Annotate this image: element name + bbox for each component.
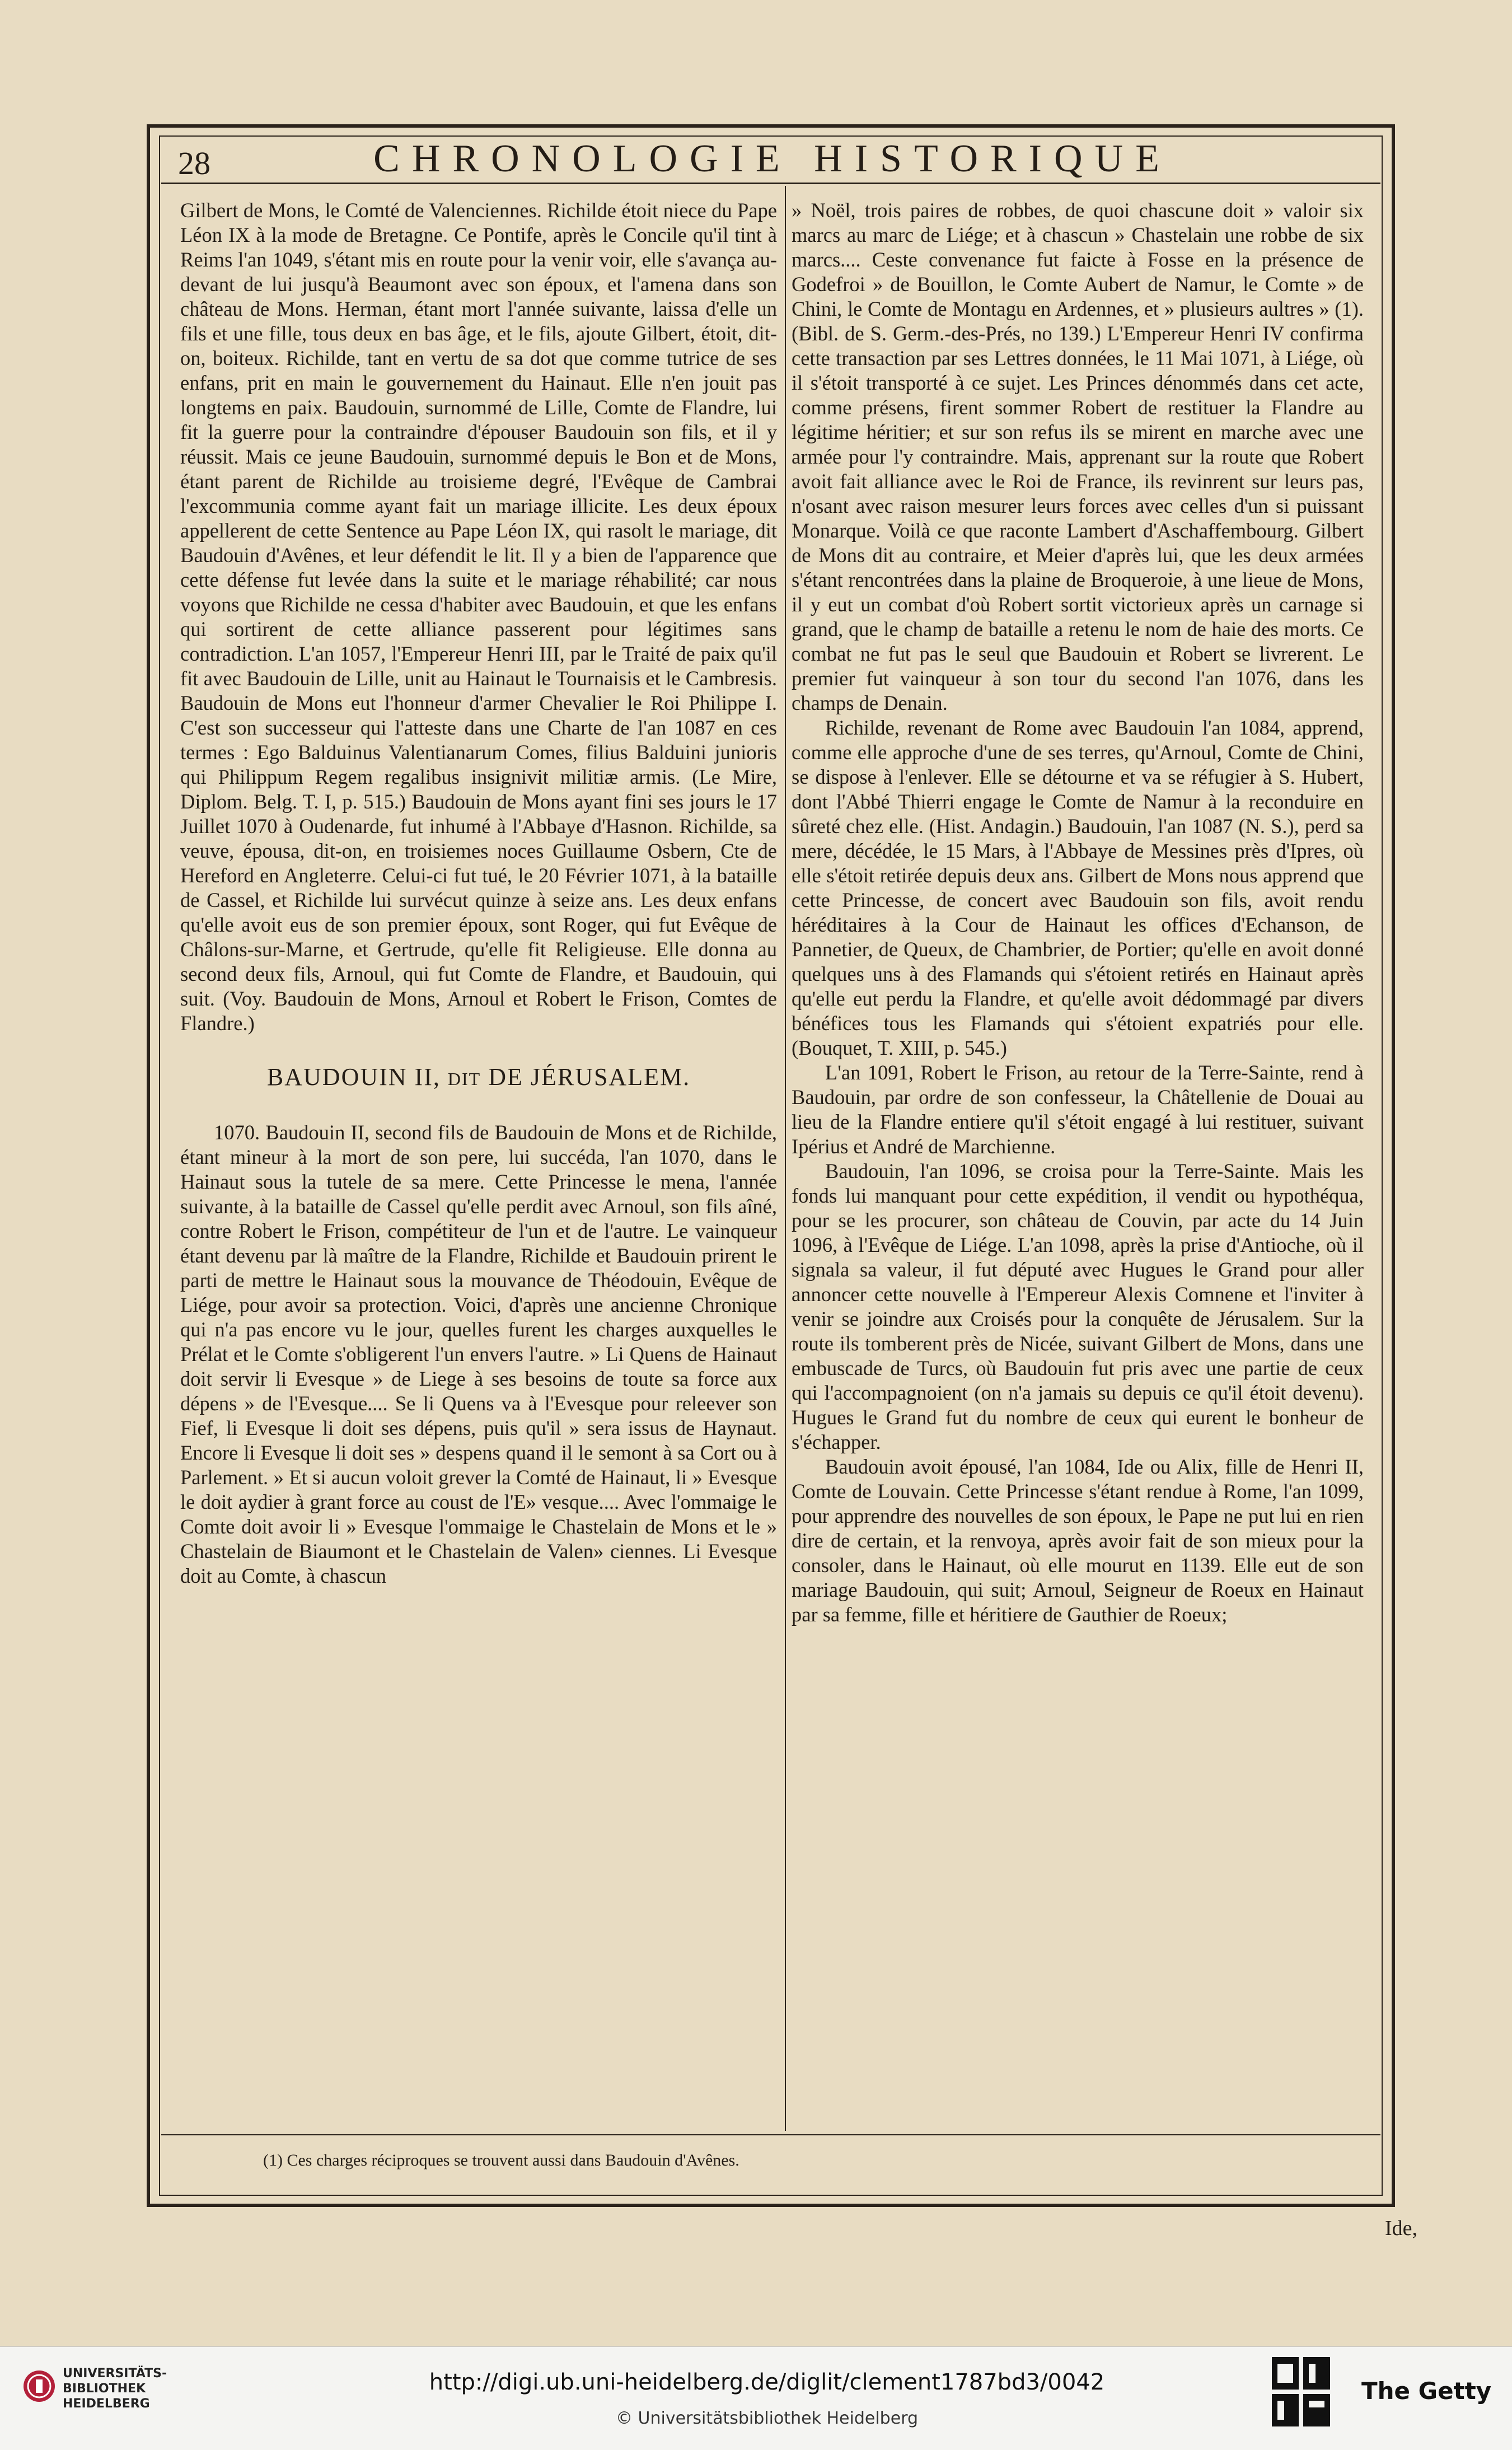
heading-dit: DIT <box>447 1069 481 1089</box>
right-paragraph-2: Richilde, revenant de Rome avec Baudouin l'an 1084, apprend, comme elle approche d'une de ses terres, qu'Arnoul, Comte de Chini, se dispose à l'enlever. Elle se détourne et va se réfugier à S. Hubert, dont l'Abbé Thierri engage le Comte de Namur à la reconduire en sûreté chez elle. (Hist. Andagin.) Baudouin, l'an 1087 (N. S.), perd sa mere, décédée, le 15 Mars, à l'Abbaye de Messines près d'Ipres, où elle s'étoit retirée depuis deux ans. Gilbert de Mons nous apprend que cette Princesse, de concert avec Baudouin son fils, avoit rendu héréditaires à la Cour de Hainaut les offices d'Echanson, de Pannetier, de Queux, de Chambrier, de Portier; qu'elle en avoit donné quelques uns à des Flamands qui s'étoient retirés en Hainaut après qu'elle eut perdu la Flandre, et qu'elle avoit dédommagé par divers bénéfices tous les Flamands qui s'étoient expatriés pour elle. (Bouquet, T. XIII, p. 545.) <box>792 716 1364 1059</box>
copyright-notice: © Universitätsbibliothek Heidelberg <box>615 2409 918 2428</box>
heidelberg-seal-icon[interactable] <box>22 2369 56 2403</box>
page-number: 28 <box>178 145 210 181</box>
right-paragraph-5: Baudouin avoit épousé, l'an 1084, Ide ou Alix, fille de Henri II, Comte de Louvain. Cette Princesse s'étant rendue à Rome, l'an 1099, pour apprendre des nouvelles de son époux, le Pape ne put lui en rien dire de certain, et la renvoya, après avoir fait de son mieux pour la consoler, dans le Hainaut, où elle mourut en 1139. Elle eut de son mariage Baudouin, qui suit; Arnoul, Seigneur de Roeux en Hainaut par sa femme, fille et héritiere de Gauthier de Roeux; <box>792 1455 1364 1626</box>
institution-line-3: HEIDELBERG <box>63 2397 150 2411</box>
footnote-rule <box>161 2134 1380 2135</box>
right-paragraph-1: » Noël, trois paires de robbes, de quoi chascune doit » valoir six marcs au marc de Liége; et à chascun » Chastelain une robbe de six marcs.... Ceste convenance fut faicte à Fosse en la présence de Godefroi » de Bouillon, le Comte Aubert de Namur, le Comte » de Chini, le Comte de Montagu en Ardennes, et » plusieurs aultres » (1). (Bibl. de S. Germ.-des-Prés, no 139.) L'Empereur Henri IV confirma cette transaction par ses Lettres données, le 11 Mai 1071, à Liége, où il s'étoit transporté à ce sujet. Les Princes dénommés dans cet acte, comme présens, firent sommer Robert de restituer la Flandre au légitime héritier; et sur son refus ils se mirent en marche avec une armée pour l'y contraindre. Mais, apprenant sur la route que Robert avoit fait alliance avec le Roi de France, ils revinrent sur leurs pas, n'osant avec raison mesurer leurs forces avec celles d'un si puissant Monarque. Voilà ce que raconte Lambert d'Aschaffembourg. Gilbert de Mons dit au contraire, et Meier d'après lui, que les deux armées s'étant rencontrées dans la plaine de Broqueroie, à une lieue de Mons, il y eut un combat d'où Robert sortit victorieux après un carnage si grand, que le champ de bataille a retenu le nom de haie des morts. Ce combat ne fut pas le seul que Baudouin et Robert se livrerent. Le premier fut vainqueur à son tour du second l'an 1076, dans les champs de Denain. <box>792 199 1364 714</box>
header-rule <box>161 183 1380 184</box>
getty-logo-icon[interactable] <box>1270 2355 1332 2429</box>
permalink-url[interactable]: http://digi.ub.uni-heidelberg.de/diglit/clement1787bd3/0042 <box>429 2369 1105 2395</box>
column-divider <box>785 186 786 2131</box>
section-heading <box>180 1065 777 1091</box>
catchword: Ide, <box>1385 2217 1418 2240</box>
institution-line-2: BIBLIOTHEK <box>63 2382 146 2396</box>
running-title: CHRONOLOGIE HISTORIQUE <box>373 137 1172 180</box>
partner-name: The Getty <box>1361 2377 1492 2405</box>
institution-name <box>63 2366 167 2411</box>
heading-rest: DE JÉRUSALEM. <box>488 1063 691 1091</box>
right-paragraph-4: Baudouin, l'an 1096, se croisa pour la Terre-Sainte. Mais les fonds lui manquant pour cette expédition, il vendit ou hypothéqua, pour se les procurer, son château de Couvin, par acte du 14 Juin 1096, à l'Evêque de Liége. L'an 1098, après la prise d'Antioche, où il signala sa valeur, il fut député avec Hugues le Grand pour aller annoncer cette nouvelle à l'Empereur Alexis Comnene et l'inviter à venir se joindre aux Croisés pour la conquête de Jérusalem. Sur la route ils tomberent près de Nicée, suivant Gilbert de Mons, dans une embuscade de Turcs, où Baudouin fut pris avec une partie de ceux qui l'accompagnoient (on n'a jamais su depuis ce qu'il étoit devenu). Hugues le Grand fut du nombre de ceux qui eurent le bonheur de s'échapper. <box>792 1159 1364 1453</box>
left-paragraph-1: Gilbert de Mons, le Comté de Valenciennes. Richilde étoit niece du Pape Léon IX à la mode de Bretagne. Ce Pontife, après le Concile qu'il tint à Reims l'an 1049, s'étant mis en route pour la venir voir, elle s'avança au-devant de lui jusqu'à Beaumont avec son époux, et l'amena dans son château de Mons. Herman, étant mort l'année suivante, laissa d'elle un fils et une fille, tous deux en bas âge, et le fils, ajoute Gilbert, étoit, dit-on, boiteux. Richilde, tant en vertu de sa dot que comme tutrice de ses enfans, prit en main le gouvernement du Hainaut. Elle n'en jouit pas longtems en paix. Baudouin, surnommé de Lille, Comte de Flandre, lui fit la guerre pour la contraindre d'épouser Baudouin son fils, et il y réussit. Mais ce jeune Baudouin, surnommé depuis le Bon et de Mons, étant parent de Richilde au troisieme degré, l'Evêque de Cambrai l'excommunia comme ayant fait un mariage illicite. Les deux époux appellerent de cette Sentence au Pape Léon IX, qui rasolt le mariage, dit Baudouin d'Avênes, et leur défendit le lit. Il y a bien de l'apparence que cette défense fut levée dans la suite et le mariage réhabilité; car nous voyons que Richilde ne cessa d'habiter avec Baudouin, et que les enfans qui sortirent de cette alliance passerent pour légitimes sans contradiction. L'an 1057, l'Empereur Henri III, par le Traité de paix qu'il fit avec Baudouin de Lille, unit au Hainaut le Tournaisis et le Cambresis. Baudouin de Mons eut l'honneur d'armer Chevalier le Roi Philippe I. C'est son successeur qui l'atteste dans une Charte de l'an 1087 en ces termes : Ego Balduinus Valentianarum Comes, filius Balduini junioris qui Philippum Regem regalibus insignivit militiæ armis. (Le Mire, Diplom. Belg. T. I, p. 515.) Baudouin de Mons ayant fini ses jours le 17 Juillet 1070 à Oudenarde, fut inhumé à l'Abbaye d'Hasnon. Richilde, sa veuve, épousa, dit-on, en troisiemes noces Guillaume Osbern, Cte de Hereford en Angleterre. Celui-ci fut tué, le 20 Février 1071, à la bataille de Cassel, et Richilde lui survécut quinze à seize ans. Les deux enfans qu'elle avoit eus de son premier époux, sont Roger, qui fut Evêque de Châlons-sur-Marne, et Gertrude, qu'elle fit Religieuse. Elle donna au second deux fils, Arnoul, qui fut Comte de Flandre, et Baudouin, qui suit. (Voy. Baudouin de Mons, Arnoul et Robert le Frison, Comtes de Flandre.) <box>180 199 777 1035</box>
right-column <box>792 198 1364 2102</box>
institution-line-1: UNIVERSITÄTS- <box>63 2367 167 2381</box>
heading-name: BAUDOUIN II, <box>266 1063 441 1091</box>
left-column <box>180 198 777 2102</box>
footnote: (1) Ces charges réciproques se trouvent aussi dans Baudouin d'Avênes. <box>263 2151 739 2170</box>
right-paragraph-3: L'an 1091, Robert le Frison, au retour de la Terre-Sainte, rend à Baudouin, par ordre de son confesseur, la Châtellenie de Douai au lieu de la Flandre entiere qu'il s'étoit engagé à lui restituer, suivant Ipérius et André de Marchienne. <box>792 1061 1364 1158</box>
left-paragraph-2: 1070. Baudouin II, second fils de Baudouin de Mons et de Richilde, étant mineur à la mort de son pere, lui succéda, l'an 1070, dans le Hainaut sous la tutele de sa mere. Cette Princesse le mena, l'année suivante, à la bataille de Cassel qu'elle perdit avec Arnoul, son fils aîné, contre Robert le Frison, compétiteur de l'un et de l'autre. Le vainqueur étant devenu par là maître de la Flandre, Richilde et Baudouin prirent le parti de mettre le Hainaut sous la mouvance de Théodouin, Evêque de Liége, pour avoir sa protection. Voici, d'après une ancienne Chronique qui n'a pas encore vu le jour, quelles furent les charges auxquelles le Prélat et le Comte s'obligerent l'un envers l'autre. » Li Quens de Hainaut doit servir li Evesque » de Liege à ses besoins de toute sa force aux dépens » de l'Evesque.... Se li Quens va à l'Evesque pour releever son Fief, li Evesque li doit ses dépens, puis qu'il » sera issus de Haynaut. Encore li Evesque li doit ses » despens quand il le semont à sa Cort ou à Parlement. » Et si aucun voloit grever la Comté de Hainaut, li » Evesque le doit aydier à grant force au coust de l'E» vesque.... Avec l'ommaige le Comte doit avoir li » Evesque l'ommaige le Chastelain de Mons et le » Chastelain de Biaumont et le Chastelain de Valen» ciennes. Li Evesque doit au Comte, à chascun <box>180 1121 777 1587</box>
